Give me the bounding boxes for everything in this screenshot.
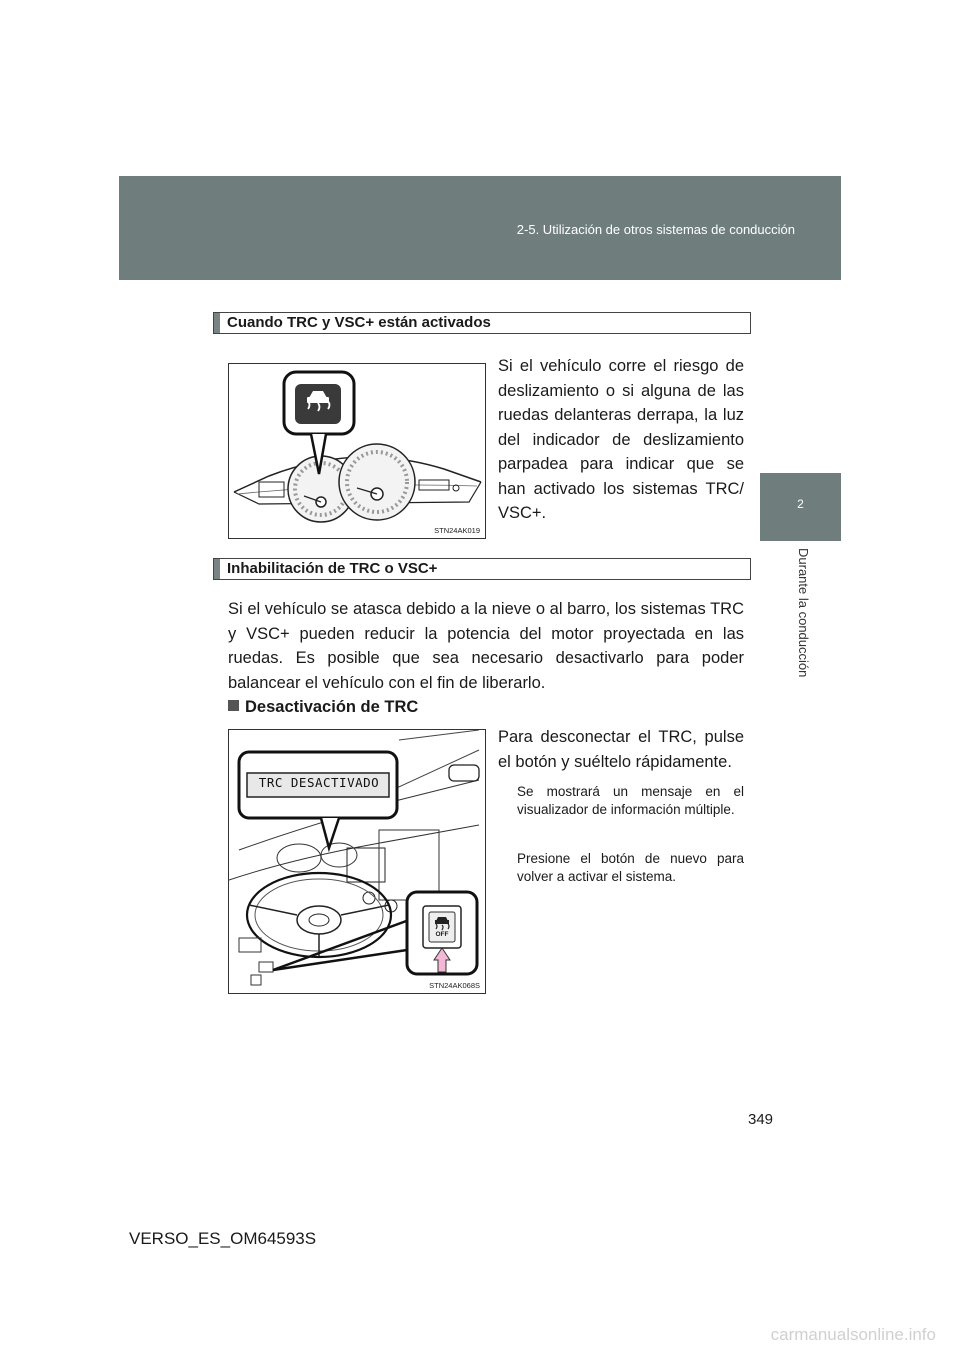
figure-code: STN24AK068S bbox=[429, 981, 480, 990]
figure-code: STN24AK019 bbox=[434, 526, 480, 535]
note-reactivate: Presione el botón de nuevo para volver a activar el sistema. bbox=[517, 851, 744, 884]
note-display-message: Se mostrará un mensaje en el visualizador de información múltiple. bbox=[517, 784, 744, 817]
document-code: VERSO_ES_OM64593S bbox=[129, 1229, 317, 1248]
page-header bbox=[119, 176, 841, 280]
section-title: Inhabilitación de TRC o VSC+ bbox=[227, 560, 438, 577]
instrument-cluster-illustration bbox=[229, 364, 485, 538]
chapter-number: 2 bbox=[797, 497, 804, 511]
subheading bbox=[228, 698, 418, 717]
chapter-side-label: Durante la conducción bbox=[796, 548, 811, 678]
subheading-text: Desactivación de TRC bbox=[245, 698, 419, 716]
bullet-square-icon bbox=[228, 700, 239, 711]
section-title: Cuando TRC y VSC+ están activados bbox=[227, 314, 491, 331]
trc-message-display: TRC DESACTIVADO bbox=[258, 775, 380, 790]
dashboard-illustration bbox=[229, 730, 485, 993]
section-header-disable bbox=[213, 558, 751, 580]
trc-off-button-label: OFF bbox=[435, 931, 449, 938]
chapter-tab bbox=[760, 473, 841, 541]
trc-button-figure bbox=[228, 729, 486, 994]
section-header-activated bbox=[213, 312, 751, 334]
section1-body: Si el vehículo corre el riesgo de deslizamiento o si alguna de las ruedas delanteras derrapa, la luz del indicador de deslizamiento parpadea para indicar que se han activado los sistemas TRC/ VSC+. bbox=[498, 357, 744, 522]
section2-body: Si el vehículo se atasca debido a la nieve o al barro, los sistemas TRC y VSC+ pueden reducir la potencia del motor proyectada en las ruedas. Es posible que sea necesario desactivarlo para poder balancear el vehículo con el fin de liberarlo. bbox=[228, 600, 744, 692]
watermark: carmanualsonline.info bbox=[770, 1325, 936, 1344]
page-number: 349 bbox=[748, 1111, 774, 1128]
chapter-title: 2-5. Utilización de otros sistemas de conducción bbox=[516, 222, 795, 237]
trc-instruction: Para desconectar el TRC, pulse el botón y suéltelo rápidamente. bbox=[498, 728, 744, 771]
instrument-cluster-figure bbox=[228, 363, 486, 539]
